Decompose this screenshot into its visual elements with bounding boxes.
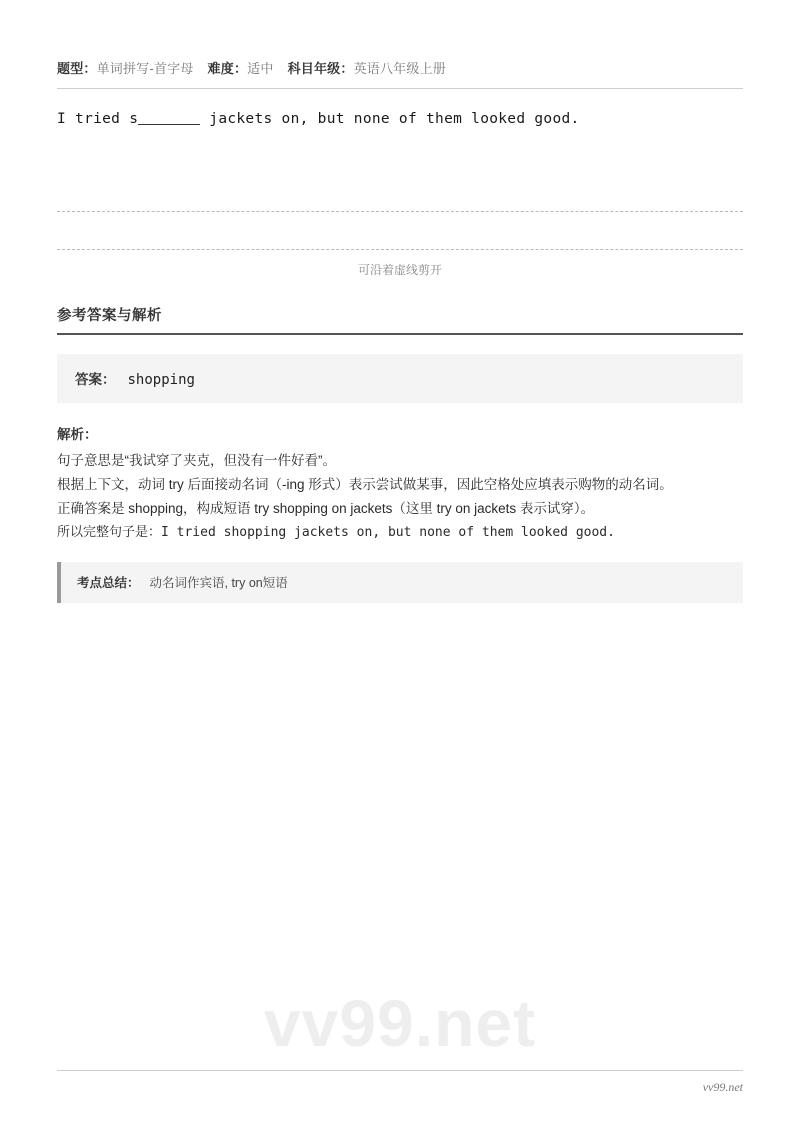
- meta-type-value: 单词拼写-首字母: [96, 61, 194, 76]
- meta-subject-value: 英语八年级上册: [353, 61, 446, 76]
- cut-dashed-line-top: [57, 211, 743, 212]
- meta-subject-label: 科目年级：: [287, 61, 354, 76]
- meta-divider: [57, 88, 743, 89]
- analysis-label: 解析：: [57, 427, 98, 442]
- answer-section-divider: [57, 333, 743, 335]
- answer-section-title: 参考答案与解析: [57, 308, 162, 324]
- analysis-line: 句子意思是“我试穿了夹克，但没有一件好看”。: [57, 453, 336, 468]
- analysis-line: 所以完整句子是：I tried shopping jackets on, but none of them looked good.: [57, 525, 615, 540]
- answer-label: 答案：: [75, 372, 116, 387]
- answer-box: [57, 354, 743, 403]
- keypoint-box: [57, 562, 743, 603]
- question-text-after: jackets on, but none of them looked good.: [200, 111, 580, 127]
- footer-divider: [57, 1070, 743, 1071]
- watermark: vv99.net: [263, 986, 537, 1060]
- meta-difficulty-label: 难度：: [207, 61, 248, 76]
- cut-hint-text: 可沿着虚线剪开: [357, 263, 442, 277]
- footer-site-name: vv99.net: [702, 1080, 743, 1094]
- answer-blank: [138, 112, 200, 125]
- keypoint-label: 考点总结：: [77, 576, 140, 590]
- question-text-before: I tried s: [57, 111, 139, 127]
- analysis-line: 正确答案是 shopping，构成短语 try shopping on jackets（这里 try on jackets 表示试穿）。: [57, 501, 595, 516]
- question-meta: [57, 58, 743, 77]
- question-text: [57, 111, 743, 127]
- analysis-body: [57, 449, 743, 544]
- keypoint-value: 动名词作宾语, try on短语: [149, 576, 288, 590]
- cut-dashed-line-bottom: [57, 249, 743, 250]
- answer-value: shopping: [127, 372, 195, 388]
- meta-type-label: 题型：: [57, 61, 97, 76]
- analysis-line: 根据上下文，动词 try 后面接动名词（-ing 形式）表示尝试做某事，因此空格处应填表示购物的动名词。: [57, 477, 673, 492]
- meta-difficulty-value: 适中: [247, 61, 274, 76]
